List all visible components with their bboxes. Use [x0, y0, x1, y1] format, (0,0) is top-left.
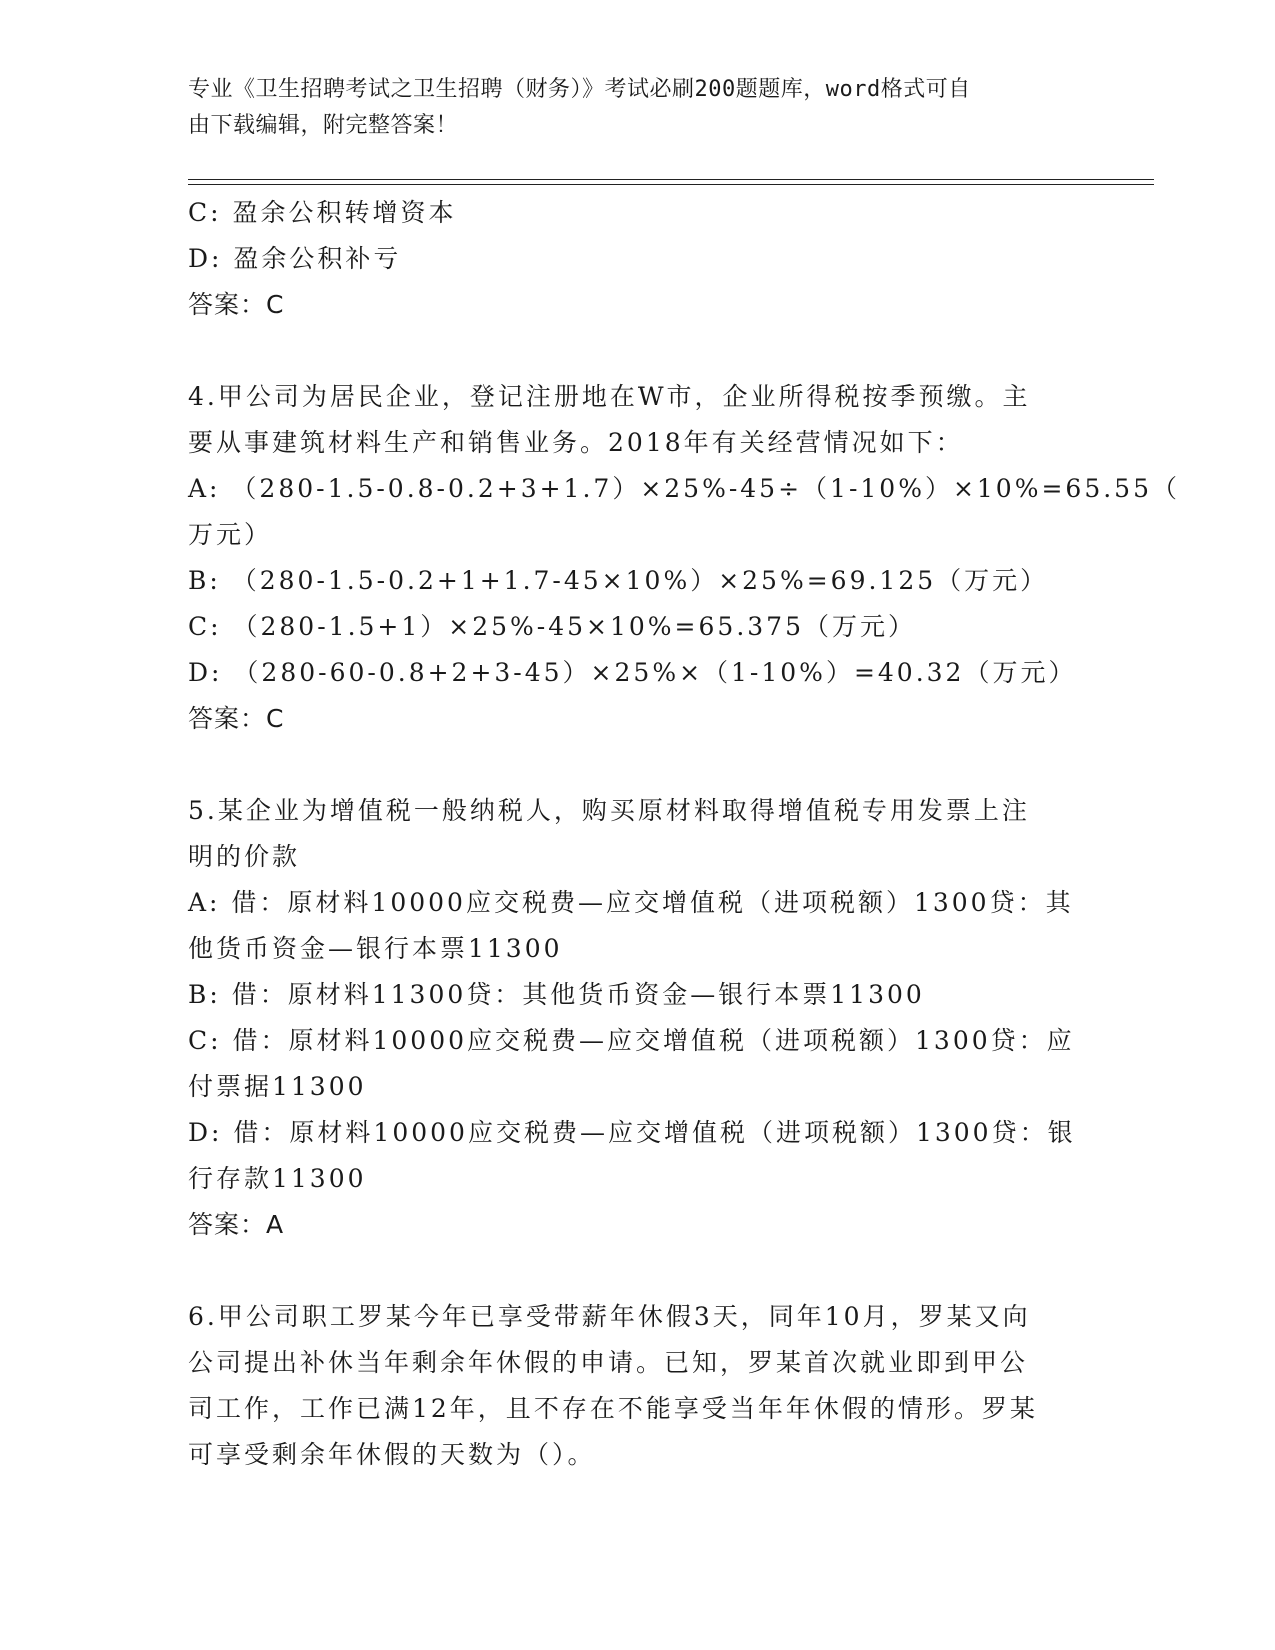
option-a-continued: 万元） [188, 520, 273, 549]
question-stem-line: 司工作，工作已满12年，且不存在不能享受当年年休假的情形。罗某 [188, 1394, 1038, 1423]
question-3-remainder [188, 190, 1088, 328]
question-5 [188, 788, 1088, 1248]
question-stem-line: 要从事建筑材料生产和销售业务。2018年有关经营情况如下： [188, 428, 964, 457]
option-a-continued: 他货币资金—银行本票11300 [188, 934, 563, 963]
option-d-continued: 行存款11300 [188, 1164, 367, 1193]
document-header [188, 72, 1088, 144]
option-d: D: （280-60-0.8+2+3-45）×25%×（1-10%）=40.32（万元） [188, 658, 1077, 687]
header-line-1: 专业《卫生招聘考试之卫生招聘（财务）》考试必刷200题题库，word格式可自 [188, 77, 971, 102]
header-rule-top [188, 179, 1154, 180]
answer-text: 答案：C [188, 704, 285, 733]
question-stem-line: 4.甲公司为居民企业，登记注册地在W市，企业所得税按季预缴。主 [188, 382, 1031, 411]
option-d: D: 借：原材料10000应交税费—应交增值税（进项税额）1300贷：银 [188, 1118, 1076, 1147]
option-b: B: 借：原材料11300贷：其他货币资金—银行本票11300 [188, 980, 925, 1009]
question-stem-line: 可享受剩余年休假的天数为（）。 [188, 1440, 596, 1469]
header-line-2: 由下载编辑，附完整答案！ [188, 113, 459, 138]
question-stem-line: 6.甲公司职工罗某今年已享受带薪年休假3天，同年10月，罗某又向 [188, 1302, 1031, 1331]
option-c-continued: 付票据11300 [188, 1072, 367, 1101]
document-body [188, 190, 1180, 1478]
spacer [188, 742, 1088, 788]
option-b: B: （280-1.5-0.2+1+1.7-45×10%）×25%=69.125（万元） [188, 566, 1049, 595]
option-c: C: 盈余公积转增资本 [188, 198, 457, 227]
spacer [188, 1248, 1088, 1294]
option-a: A: （280-1.5-0.8-0.2+3+1.7）×25%-45÷（1-10%）×10%=65.55（ [188, 474, 1180, 503]
option-a: A: 借：原材料10000应交税费—应交增值税（进项税额）1300贷：其 [188, 888, 1074, 917]
option-d: D: 盈余公积补亏 [188, 244, 402, 273]
question-6 [188, 1294, 1088, 1478]
question-stem-line: 5.某企业为增值税一般纳税人，购买原材料取得增值税专用发票上注 [188, 796, 1030, 825]
option-c: C: （280-1.5+1）×25%-45×10%=65.375（万元） [188, 612, 916, 641]
question-stem-line: 明的价款 [188, 842, 301, 871]
spacer [188, 328, 1088, 374]
question-stem-line: 公司提出补休当年剩余年休假的申请。已知，罗某首次就业即到甲公 [188, 1348, 1029, 1377]
question-4 [188, 374, 1180, 742]
option-c: C: 借：原材料10000应交税费—应交增值税（进项税额）1300贷：应 [188, 1026, 1075, 1055]
header-rule-bottom [188, 184, 1154, 185]
answer-text: 答案：A [188, 1210, 285, 1239]
answer-text: 答案：C [188, 290, 285, 319]
